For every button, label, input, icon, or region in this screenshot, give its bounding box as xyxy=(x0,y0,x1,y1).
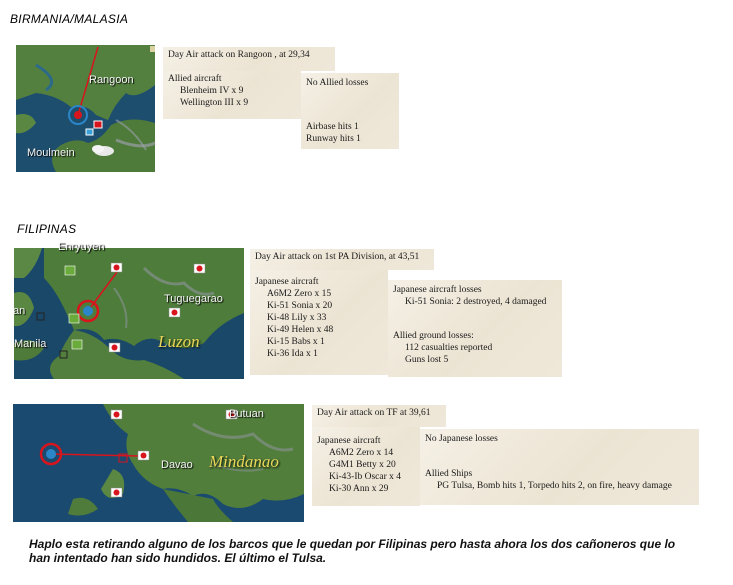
map-label-top: Enryuyen xyxy=(58,241,105,253)
combat-report-mindanao-losses xyxy=(420,429,699,505)
report2-aircraft-2: Ki-48 Lily x 33 xyxy=(267,313,327,323)
map-rangoon[interactable] xyxy=(16,45,155,172)
report2-ground-title: Allied ground losses: xyxy=(393,331,474,341)
report1-aircraft-0: Blenheim IV x 9 xyxy=(180,86,244,96)
combat-report-mindanao-header xyxy=(312,405,446,427)
combat-report-luzon-japanese xyxy=(250,270,388,375)
report2-aircraft-3: Ki-49 Helen x 48 xyxy=(267,325,334,335)
map-label-manila: Manila xyxy=(14,338,47,350)
section-title-filipinas: FILIPINAS xyxy=(17,222,77,236)
map-label-an: an xyxy=(13,305,26,317)
report2-losses-title: Japanese aircraft losses xyxy=(393,285,482,295)
combat-report-rangoon-losses xyxy=(301,73,399,149)
report1-allied-title: Allied aircraft xyxy=(168,74,222,84)
combat-report-luzon-header xyxy=(250,249,434,270)
report1-losses: No Allied losses xyxy=(306,78,369,88)
report2-aircraft-1: Ki-51 Sonia x 20 xyxy=(267,301,333,311)
report3-jp-title: Japanese aircraft xyxy=(317,436,381,446)
combat-report-rangoon-header xyxy=(163,47,335,71)
report2-jp-title: Japanese aircraft xyxy=(255,277,319,287)
report2-casualties: 112 casualties reported xyxy=(405,343,493,353)
report3-losses: No Japanese losses xyxy=(425,434,498,444)
report3-aircraft-3: Ki-30 Ann x 29 xyxy=(329,484,389,494)
map-label-luzon: Luzon xyxy=(158,332,200,351)
map-label-moulmein: Moulmein xyxy=(27,147,75,159)
report3-ship-detail: PG Tulsa, Bomb hits 1, Torpedo hits 2, on fire, heavy damage xyxy=(437,481,672,491)
allied-unit-icon xyxy=(65,266,75,275)
map-label-tuguegarao: Tuguegarao xyxy=(164,293,223,305)
report2-losses-detail: Ki-51 Sonia: 2 destroyed, 4 damaged xyxy=(405,297,547,307)
report3-aircraft-0: A6M2 Zero x 14 xyxy=(329,448,394,458)
report1-aircraft-1: Wellington III x 9 xyxy=(180,98,249,108)
report3-aircraft-2: Ki-43-Ib Oscar x 4 xyxy=(329,472,402,482)
report2-aircraft-4: Ki-15 Babs x 1 xyxy=(267,337,325,347)
map-label-davao: Davao xyxy=(161,459,193,471)
report2-title: Day Air attack on 1st PA Division, at 43,51 xyxy=(255,252,420,262)
map-label-rangoon: Rangoon xyxy=(89,74,134,86)
combat-report-mindanao-japanese xyxy=(312,427,420,506)
report1-airbase-hits: Airbase hits 1 xyxy=(306,122,359,132)
map-luzon[interactable] xyxy=(13,241,244,379)
report1-runway-hits: Runway hits 1 xyxy=(306,134,361,144)
commentary-text: Haplo esta retirando alguno de los barcos que le quedan por Filipinas pero hasta ahora los dos cañoneros que lo han intentado han sido hundidos. El último el Tulsa. xyxy=(29,537,676,565)
map-mindanao[interactable] xyxy=(13,404,304,522)
report2-aircraft-5: Ki-36 Ida x 1 xyxy=(267,349,318,359)
combat-report-luzon-losses xyxy=(388,280,562,377)
map-label-butuan: Butuan xyxy=(229,408,264,420)
section-title-birmania: BIRMANIA/MALASIA xyxy=(10,12,129,26)
map-label-mindanao: Mindanao xyxy=(209,452,279,471)
map-luzon-terrain xyxy=(14,248,244,379)
report3-title: Day Air attack on TF at 39,61 xyxy=(317,408,431,418)
report2-guns-lost: Guns lost 5 xyxy=(405,355,449,365)
combat-report-rangoon-allied xyxy=(163,71,301,119)
report3-ships-title: Allied Ships xyxy=(425,469,473,479)
report2-aircraft-0: A6M2 Zero x 15 xyxy=(267,289,332,299)
report3-aircraft-1: G4M1 Betty x 20 xyxy=(329,460,396,470)
report1-title: Day Air attack on Rangoon , at 29,34 xyxy=(168,50,310,60)
